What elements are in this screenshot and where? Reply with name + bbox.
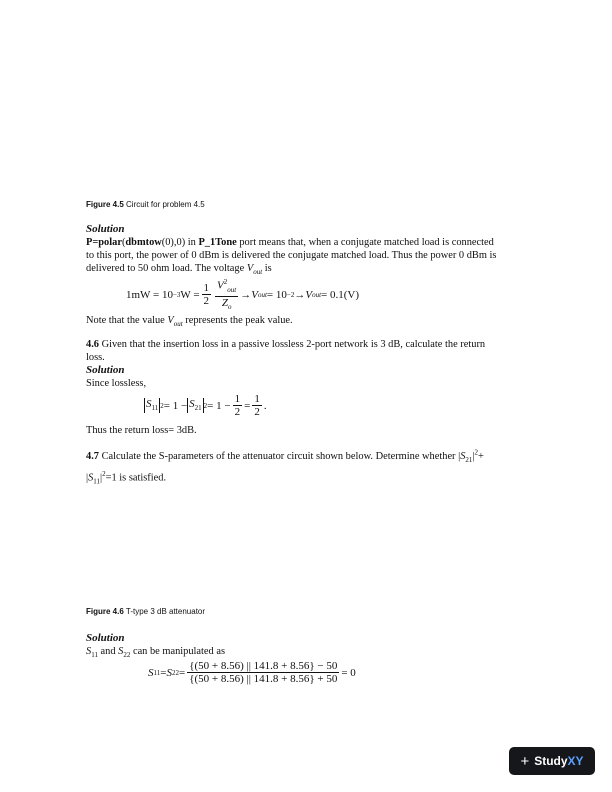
paragraph-line: delivered to 50 ohm load. The voltage $V_{out}$ is — [86, 263, 272, 277]
figure-caption-text: T-type 3 dB attenuator — [125, 607, 206, 616]
s-parameter-equation: S 11 = S 22 = $\frac{\{(50 + 8.56) || 141.8 + 8.56\} - 50}{\{(50 + 8.56) || 141.8 + 8.56\} + 50}$ = 0 — [148, 660, 356, 685]
problem-4-6: 4.6 Given that the insertion loss in a passive lossless 2-port network is 3 dB, calculate the return loss. — [86, 339, 486, 363]
fraction: $\frac{1}{2}$ — [234, 393, 241, 418]
note-line: Note that the value $V_{out}$ represents the peak value. — [86, 315, 293, 329]
figure-4-5-caption — [86, 200, 205, 209]
conclusion-line: Thus the return loss= 3dB. — [86, 425, 197, 436]
figure-label: Figure 4.6 — [86, 607, 124, 616]
solution-intro-line: $S_{11}$ and $S_{22}$ can be manipulated as — [86, 646, 225, 660]
fraction: $\frac{V^2_{out}}{Z_o}$ — [217, 278, 237, 312]
solution-heading: Solution — [86, 364, 125, 376]
figure-label: Figure 4.5 — [86, 200, 124, 209]
fraction: $\frac{\{(50 + 8.56) || 141.8 + 8.56\} - 50}{\{(50 + 8.56) || 141.8 + 8.56\} + 50}$ — [189, 660, 338, 685]
paragraph-line: P=polar(dbmtow(0),0) in P_1Tone port means that, when a conjugate matched load is connected — [86, 237, 494, 248]
solution-paragraph — [86, 236, 528, 279]
studyxy-badge[interactable] — [509, 747, 595, 775]
since-lossless-line: Since lossless, — [86, 378, 147, 389]
power-voltage-equation: 1mW = 10 −3 W = $\frac{1}{2}$ $\frac{V^2_{out}}{Z_o}$ → V out = 10 −2 → V out = 0.1(V) — [126, 278, 360, 312]
problem-4-7: 4.7 Calculate the S-parameters of the attenuator circuit shown below. Determine whether $|S_{21}|^2+$ $|S_{11}|^2=1$ is satisfied. — [86, 449, 484, 486]
fraction: $\frac{1}{2}$ — [203, 282, 210, 308]
solution-heading: Solution — [86, 223, 125, 235]
solution-heading: Solution — [86, 632, 125, 644]
paragraph-line: to this port, the power of 0 dBm is delivered the conjugate matched load. Thus the power 0 dBm is — [86, 250, 497, 261]
brand-xy: XY — [567, 754, 584, 768]
figure-4-6-caption — [86, 607, 205, 616]
figure-caption-text: Circuit for problem 4.5 — [126, 200, 205, 209]
fraction: $\frac{1}{2}$ — [254, 393, 260, 418]
plus-icon: + — [520, 752, 530, 770]
brand-study: Study — [534, 754, 568, 768]
return-loss-equation: $S_{11}$ 2 = 1 − $S_{21}$ 2 = 1 − $\frac{1}{2}$ = $\frac{1}{2}$ . — [146, 393, 267, 418]
